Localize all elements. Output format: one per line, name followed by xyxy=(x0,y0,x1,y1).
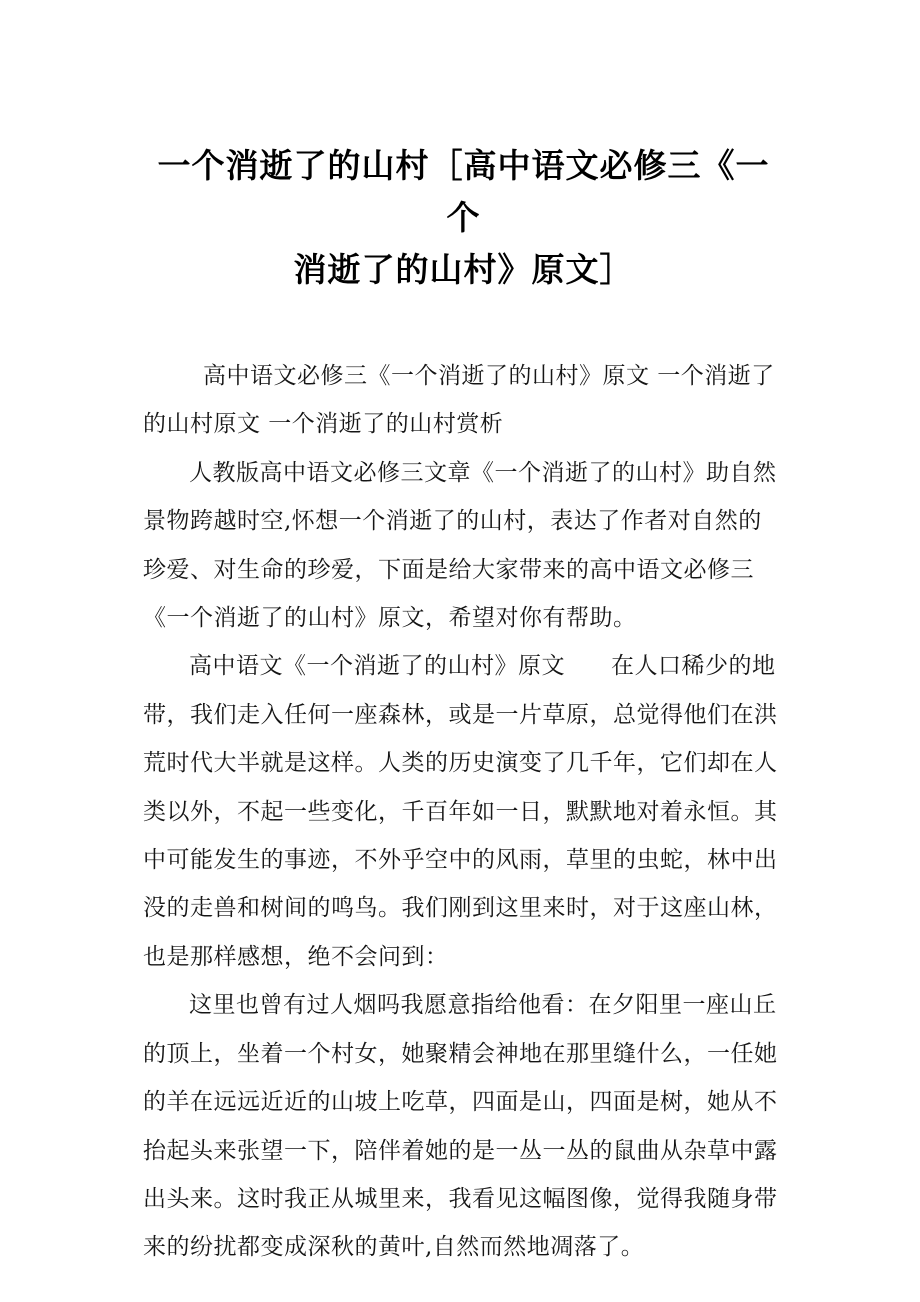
title-line-2: 消逝了的山村》原文］ xyxy=(293,250,634,289)
text-body-first: 在人口稀少的地带，我们走入任何一座森林，或是一片草原，总觉得他们在洪荒时代大半就是这样。人类的历史演变了几千年，它们却在人类以外，不起一些变化，千百年如一日，默默地对着永恒。其中可能发生的事迹，不外乎空中的风雨，草里的虫蛇，林中出没的走兽和树间的鸣鸟。我们刚到这里来时，对于这座山林，也是那样感想，绝不会问到： xyxy=(143,653,778,970)
text-heading-paragraph xyxy=(143,642,784,981)
intro-paragraph: 人教版高中语文必修三文章《一个消逝了的山村》助自然景物跨越时空,怀想一个消逝了的山村，表达了作者对自然的珍爱、对生命的珍爱，下面是给大家带来的高中语文必修三《一个消逝了的山村》原文，希望对你有帮助。 xyxy=(143,459,777,632)
text-body-paragraph: 这里也曾有过人烟吗我愿意指给他看：在夕阳里一座山丘的顶上，坐着一个村女，她聚精会神地在那里缝什么，一任她的羊在远远近近的山坡上吃草，四面是山，四面是树，她从不抬起头来张望一下，陪伴着她的是一丛一丛的鼠曲从杂草中露出头来。这时我正从城里来，我看见这幅图像，觉得我随身带来的纷扰都变成深秋的黄叶,自然而然地凋落了。 xyxy=(143,992,778,1261)
text-heading: 高中语文《一个消逝了的山村》原文 xyxy=(189,653,565,680)
document-title xyxy=(143,140,784,296)
title-line-1: 一个消逝了的山村［高中语文必修三《一个 xyxy=(157,146,770,237)
subtitle-paragraph: 高中语文必修三《一个消逝了的山村》原文 一个消逝了的山村原文 一个消逝了的山村赏析 xyxy=(143,363,775,438)
